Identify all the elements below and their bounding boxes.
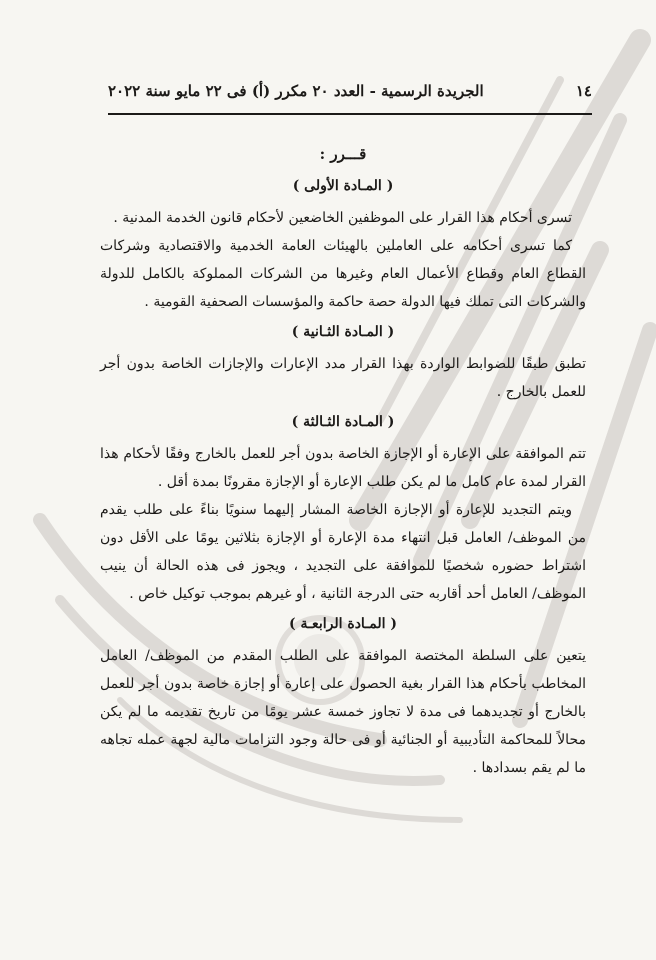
page-number: ١٤ <box>575 82 592 100</box>
article-heading: ( المـادة الثـانية ) <box>291 324 395 340</box>
article-heading: ( المـادة الثـالثة ) <box>291 414 395 430</box>
article-3 <box>100 408 586 608</box>
article-4 <box>100 610 586 782</box>
publication-line: الجريدة الرسمية - العدد ٢٠ مكرر (أ) فى ٢٢ مايو سنة ٢٠٢٢ <box>108 82 484 100</box>
article-paragraph: كما تسرى أحكامه على العاملين بالهيئات العامة الخدمية والاقتصادية وشركات القطاع العام وقطاع الأعمال العام وغيرها من الشركات المملوكة بالكامل للدولة والشركات التى تملك فيها الدولة حصة حاكمة والمؤسسات الصحفية القومية . <box>100 238 586 310</box>
decision-title: قـــرر : <box>319 145 367 163</box>
article-paragraph: تطبق طبقًا للضوابط الواردة بهذا القرار مدد الإعارات والإجازات الخاصة بدون أجر للعمل بالخارج . <box>100 356 586 400</box>
header-rule <box>108 113 592 115</box>
article-heading: ( المـادة الأولى ) <box>292 178 394 194</box>
article-paragraph: تسرى أحكام هذا القرار على الموظفين الخاضعين لأحكام قانون الخدمة المدنية . <box>113 210 572 226</box>
article-1 <box>100 172 586 316</box>
document-body <box>100 140 586 782</box>
article-heading: ( المـادة الرابعـة ) <box>288 616 398 632</box>
article-paragraph: ويتم التجديد للإعارة أو الإجازة الخاصة المشار إليهما سنويًا بناءً على طلب يقدم من الموظف/ العامل قبل انتهاء مدة الإعارة أو الإجازة بثلاثين يومًا على الأقل دون اشتراط حضوره شخصيًا للموافقة على التجديد ، ويجوز فى هذه الحالة أن ينيب الموظف/ العامل أحد أقاربه حتى الدرجة الثانية ، أو غيرهم بموجب توكيل خاص . <box>100 502 586 602</box>
article-paragraph: تتم الموافقة على الإعارة أو الإجازة الخاصة بدون أجر للعمل بالخارج وفقًا لأحكام هذا القرار لمدة عام كامل ما لم يكن طلب الإعارة أو الإجازة مقرونًا بمدة أقل . <box>100 446 586 490</box>
page-header <box>108 82 592 100</box>
article-2 <box>100 318 586 406</box>
article-paragraph: يتعين على السلطة المختصة الموافقة على الطلب المقدم من الموظف/ العامل المخاطب بأحكام هذا القرار بغية الحصول على إعارة أو إجازة خاصة بدون أجر للعمل بالخارج أو تجديدهما فى مدة لا تجاوز خمسة عشر يومًا من تاريخ تقديمه ما لم يكن محالاً للمحاكمة التأديبية أو الجنائية أو فى حالة وجود التزامات مالية لجهة عمله تجاهه ما لم يقم بسدادها . <box>100 648 586 776</box>
